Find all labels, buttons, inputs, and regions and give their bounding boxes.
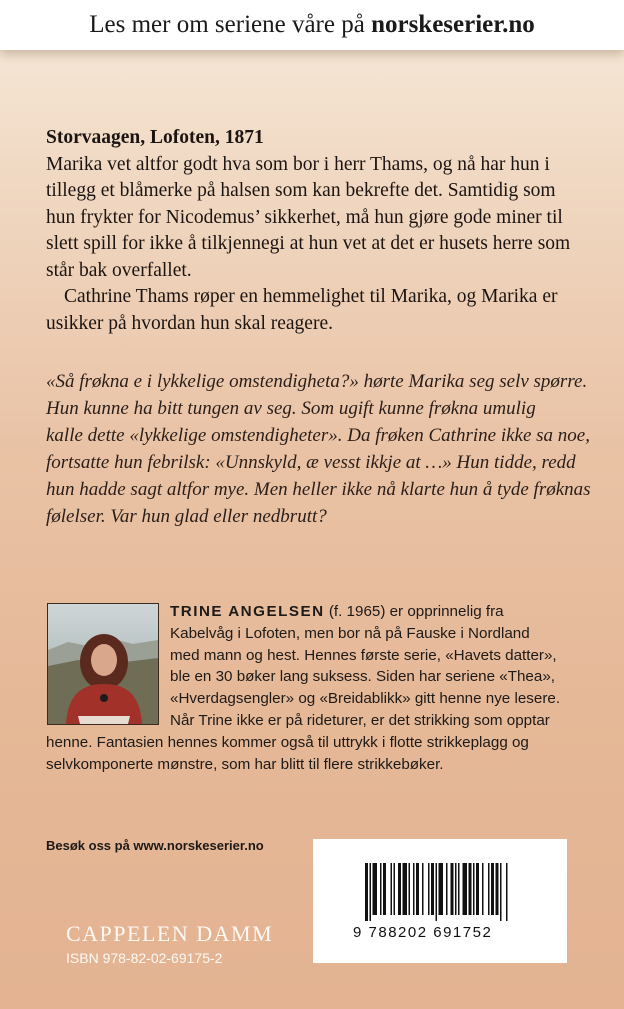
barcode-bar (491, 863, 494, 915)
barcode-bar (413, 863, 415, 915)
excerpt-quote (46, 368, 592, 530)
blurb-heading: Storvaagen, Lofoten, 1871 (46, 127, 264, 148)
barcode-bar (416, 863, 419, 915)
banner-site-link[interactable]: norskeserier.no (371, 11, 535, 38)
barcode-bar (391, 863, 393, 915)
barcode-bar (500, 863, 502, 921)
barcode-bar (431, 863, 434, 915)
banner-text: Les mer om seriene våre på (89, 11, 365, 38)
top-banner (0, 0, 624, 50)
barcode-bar (473, 863, 475, 915)
bio-line: selvkomponerte mønstre, som har blitt til flere strikkebøker. (46, 755, 444, 773)
visit-website-text[interactable]: Besøk oss på www.norskeserier.no (46, 838, 264, 853)
barcode-bar (439, 863, 444, 915)
barcode-bar (469, 863, 472, 915)
barcode-bar (403, 863, 408, 915)
author-name: TRINE ANGELSEN (170, 603, 325, 620)
barcode-bar (488, 863, 490, 915)
author-bio (46, 601, 594, 775)
isbn-text: ISBN 978-82-02-69175-2 (66, 950, 223, 966)
blurb-paragraph-1: Marika vet altfor godt hva som bor i herr Thams, og nå har hun i tillegg et blåmerke på halsen som kan bekrefte det. Samtidig som hun frykter for Nicodemus’ sikkerhet, må hun gjøre gode miner til slett spill for ikke å tilkjennegi at hun vet at det er husets herre som står bak overfallet. (46, 153, 571, 281)
barcode-bar (380, 863, 382, 915)
barcode-bar (446, 863, 448, 915)
publisher-logo: CAPPELEN DAMM (66, 921, 274, 946)
barcode-bar (428, 863, 430, 915)
quote-line: hun hadde sagt altfor mye. Men heller ikke nå klarte hun å tyde frøknas (46, 479, 591, 500)
barcode-bar (451, 863, 454, 915)
bio-line: henne. Fantasien hennes kommer også til uttrykk i flotte strikkeplagg og (46, 733, 529, 751)
blurb-paragraph-2: Cathrine Thams røper en hemmelighet til Marika, og Marika er usikker på hvordan hun skal reagere. (46, 286, 558, 334)
bio-line: Kabelvåg i Lofoten, men bor nå på Fauske i Nordland (170, 624, 530, 642)
barcode-bar (370, 863, 372, 921)
barcode-bar (476, 863, 479, 915)
barcode-bar (455, 863, 457, 915)
quote-line: kalle dette «lykkelige omstendigheter». Da frøken Cathrine ikke sa noe, (46, 425, 590, 446)
back-cover-blurb (46, 125, 586, 337)
barcode-bar (373, 863, 378, 915)
barcode-bar (422, 863, 424, 915)
bio-line: (f. 1965) er opprinnelig fra (324, 603, 504, 620)
quote-line: følelser. Var hun glad eller nedbrutt? (46, 506, 327, 527)
barcode-bar (394, 863, 396, 915)
bio-line: «Hverdagsengler» og «Breidablikk» gitt henne nye lesere. (170, 690, 561, 708)
barcode (313, 839, 567, 963)
quote-line: Hun kunne ha bitt tungen av seg. Som ugift kunne frøkna umulig (46, 398, 536, 419)
barcode-bar (409, 863, 411, 915)
quote-line: «Så frøkna e i lykkelige omstendigheta?» hørte Marika seg selv spørre. (46, 371, 588, 392)
barcode-bar (506, 863, 508, 921)
barcode-number: 9 788202 691752 (353, 924, 493, 941)
bio-line: ble en 30 bøker lang suksess. Siden har seriene «Thea», (170, 668, 555, 686)
barcode-bar (482, 863, 484, 915)
barcode-bar (365, 863, 368, 921)
bio-line: med mann og hest. Hennes første serie, «Havets datter», (170, 646, 557, 664)
quote-line: fortsatte hun febrilsk: «Unnskyld, æ vesst ikkje at …» Hun tidde, redd (46, 452, 576, 473)
barcode-bar (458, 863, 460, 915)
bio-line: Når Trine ikke er på rideturer, er det strikking som opptar (170, 711, 550, 729)
barcode-bar (383, 863, 386, 915)
barcode-bar (398, 863, 401, 915)
barcode-bar (496, 863, 499, 915)
barcode-bar (436, 863, 438, 921)
barcode-bar (463, 863, 468, 915)
barcode-bars (313, 839, 567, 923)
